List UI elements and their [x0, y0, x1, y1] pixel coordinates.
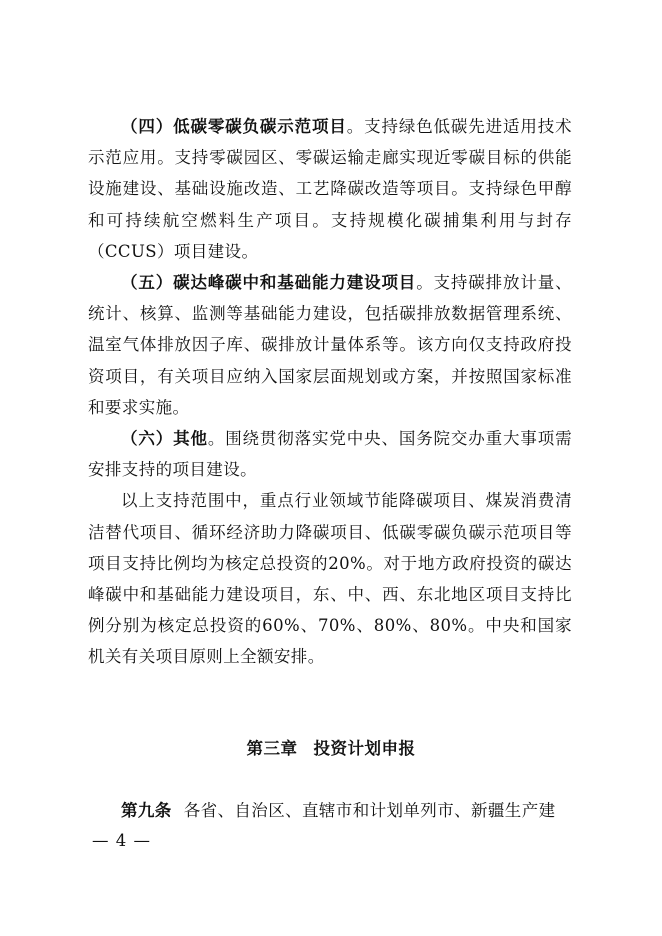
paragraph-capacity-building: [88, 267, 572, 423]
paragraph-text: 。支持绿色低碳先进适用技术示范应用。支持零碳园区、零碳运输走廊实现近零碳目标的供能设施建设、基础设施改造、工艺降碳改造等项目。支持绿色甲醇和可持续航空燃料生产项目。支持规模化碳捕集利用与封存（CCUS）项目建设。: [88, 117, 572, 261]
paragraph-low-carbon-demo: [88, 111, 572, 267]
paragraph-heading: （五）碳达峰碳中和基础能力建设项目: [121, 273, 417, 293]
body-text: [88, 111, 572, 673]
chapter-heading: [0, 735, 662, 759]
page-number: — 4 —: [92, 831, 151, 850]
paragraph-heading: （四）低碳零碳负碳示范项目: [121, 117, 347, 136]
article-text: 各省、自治区、直辖市和计划单列市、新疆生产建: [183, 801, 556, 820]
chapter-title: 投资计划申报: [313, 739, 416, 758]
chapter-number: 第三章: [246, 739, 298, 758]
paragraph-other: [88, 423, 572, 485]
paragraph-text: 。围绕贯彻落实党中央、国务院交办重大事项需安排支持的项目建设。: [88, 429, 573, 480]
article-number: 第九条: [121, 801, 172, 820]
paragraph-heading: （六）其他: [121, 429, 208, 449]
paragraph-text: 以上支持范围中，重点行业领域节能降碳项目、煤炭消费清洁替代项目、循环经济助力降碳项目、低碳零碳负碳示范项目等项目支持比例均为核定总投资的20%。对于地方政府投资的碳达峰碳中和基础能力建设项目，东、中、西、东北地区项目支持比例分别为核定总投资的60%、70%、80%、80%。中央和国家机关有关项目原则上全额安排。: [88, 491, 572, 667]
paragraph-support-ratio: [88, 485, 572, 672]
paragraph-text: 。支持碳排放计量、统计、核算、监测等基础能力建设，包括碳排放数据管理系统、温室气体排放因子库、碳排放计量体系等。该方向仅支持政府投资项目，有关项目应纳入国家层面规划或方案，并按照国家标准和要求实施。: [88, 273, 572, 417]
article-nine: [88, 795, 572, 826]
